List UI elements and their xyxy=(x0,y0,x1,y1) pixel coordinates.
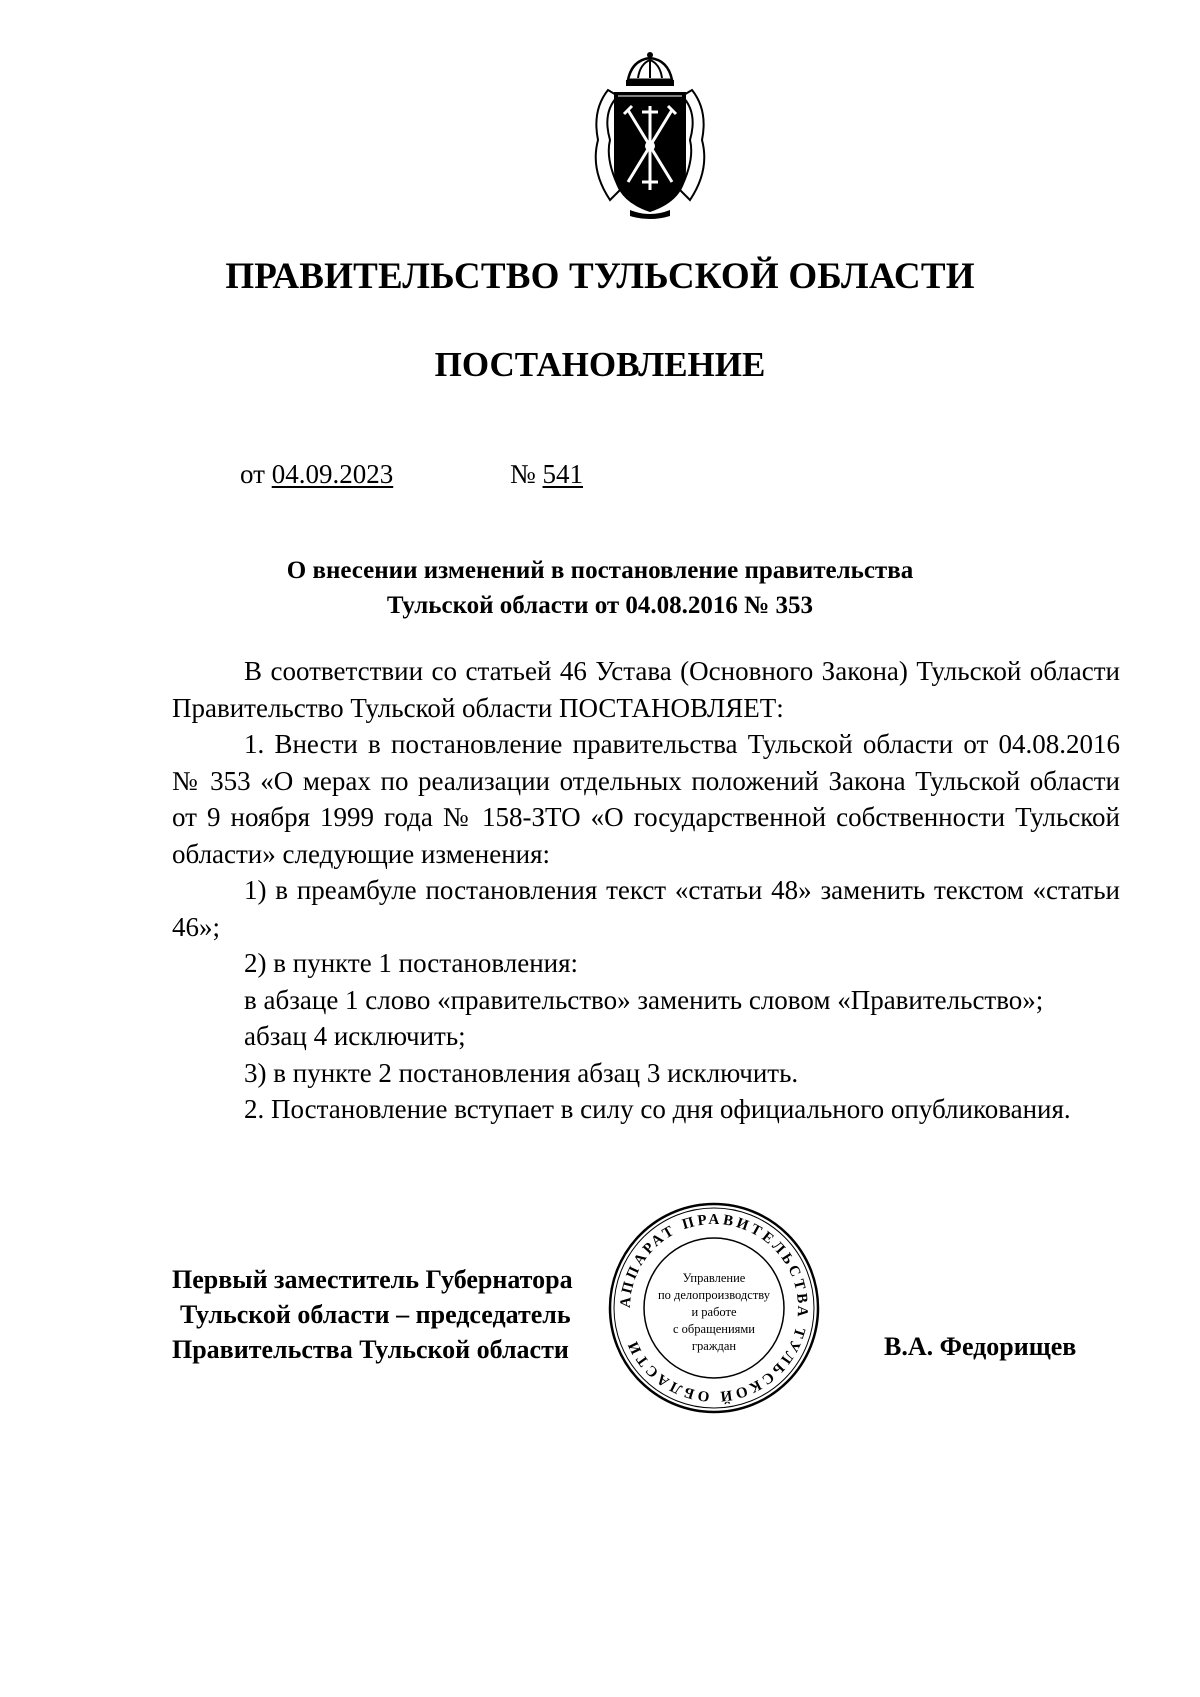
paragraph-preamble: В соответствии со статьей 46 Устава (Основного Закона) Тульской области Правительство Тульской области ПОСТАНОВЛЯЕТ: xyxy=(172,656,1120,723)
seal-center-line-3: и работе xyxy=(691,1305,737,1319)
signer-position-line-2: Тульской области – председатель xyxy=(180,1300,571,1329)
document-body xyxy=(172,653,1120,1128)
organization-title: ПРАВИТЕЛЬСТВО ТУЛЬСКОЙ ОБЛАСТИ xyxy=(225,256,975,297)
signer-position-line-1: Первый заместитель Губернатора xyxy=(172,1265,573,1294)
seal-center-line-4: с обращениями xyxy=(673,1322,755,1336)
official-seal-stamp xyxy=(606,1200,822,1416)
subject-line-1: О внесении изменений в постановление правительства xyxy=(286,557,914,584)
document-date: 04.09.2023 xyxy=(271,459,394,489)
document-number: 541 xyxy=(542,459,584,489)
signer-name: В.А. Федорищев xyxy=(884,1332,1077,1361)
seal-center-line-1: Управление xyxy=(682,1271,746,1285)
signer-position-line-3: Правительства Тульской области xyxy=(172,1335,569,1364)
paragraph-item-2: 2. Постановление вступает в силу со дня официального опубликования. xyxy=(244,1094,1071,1124)
seal-center-line-5: граждан xyxy=(691,1339,737,1353)
tula-coat-of-arms-emblem xyxy=(580,50,720,220)
paragraph-subitem-1: 1) в преамбуле постановления текст «статьи 48» заменить текстом «статьи 46»; xyxy=(172,875,1120,942)
document-date-line xyxy=(240,459,393,490)
paragraph-subitem-3: 3) в пункте 2 постановления абзац 3 исключить. xyxy=(244,1057,799,1088)
paragraph-subitem-2: 2) в пункте 1 постановления: xyxy=(244,948,579,978)
document-number-line xyxy=(510,459,583,490)
document-type-title: ПОСТАНОВЛЕНИЕ xyxy=(434,345,766,384)
seal-center-line-2: по делопроизводству xyxy=(657,1288,771,1302)
subject-line-2: Тульской области от 04.08.2016 № 353 xyxy=(386,592,814,619)
seal-ring-textpath: АППАРАТ ПРАВИТЕЛЬСТВА ТУЛЬСКОЙ ОБЛАСТИ xyxy=(617,1211,811,1405)
paragraph-subitem-2-b: абзац 4 исключить; xyxy=(244,1021,466,1051)
document-subject xyxy=(0,553,1200,623)
number-prefix: № xyxy=(510,459,536,489)
date-prefix: от xyxy=(240,459,265,489)
signature-block xyxy=(172,1262,573,1367)
paragraph-subitem-2-a: в абзаце 1 слово «правительство» заменить словом «Правительство»; xyxy=(244,984,1044,1015)
paragraph-item-1: 1. Внести в постановление правительства Тульской области от 04.08.2016 № 353 «О мерах по реализации отдельных положений Закона Тульской области от 9 ноября 1999 года № 158-ЗТО «О государственной собственности Тульской области» следующие изменения: xyxy=(172,729,1120,869)
